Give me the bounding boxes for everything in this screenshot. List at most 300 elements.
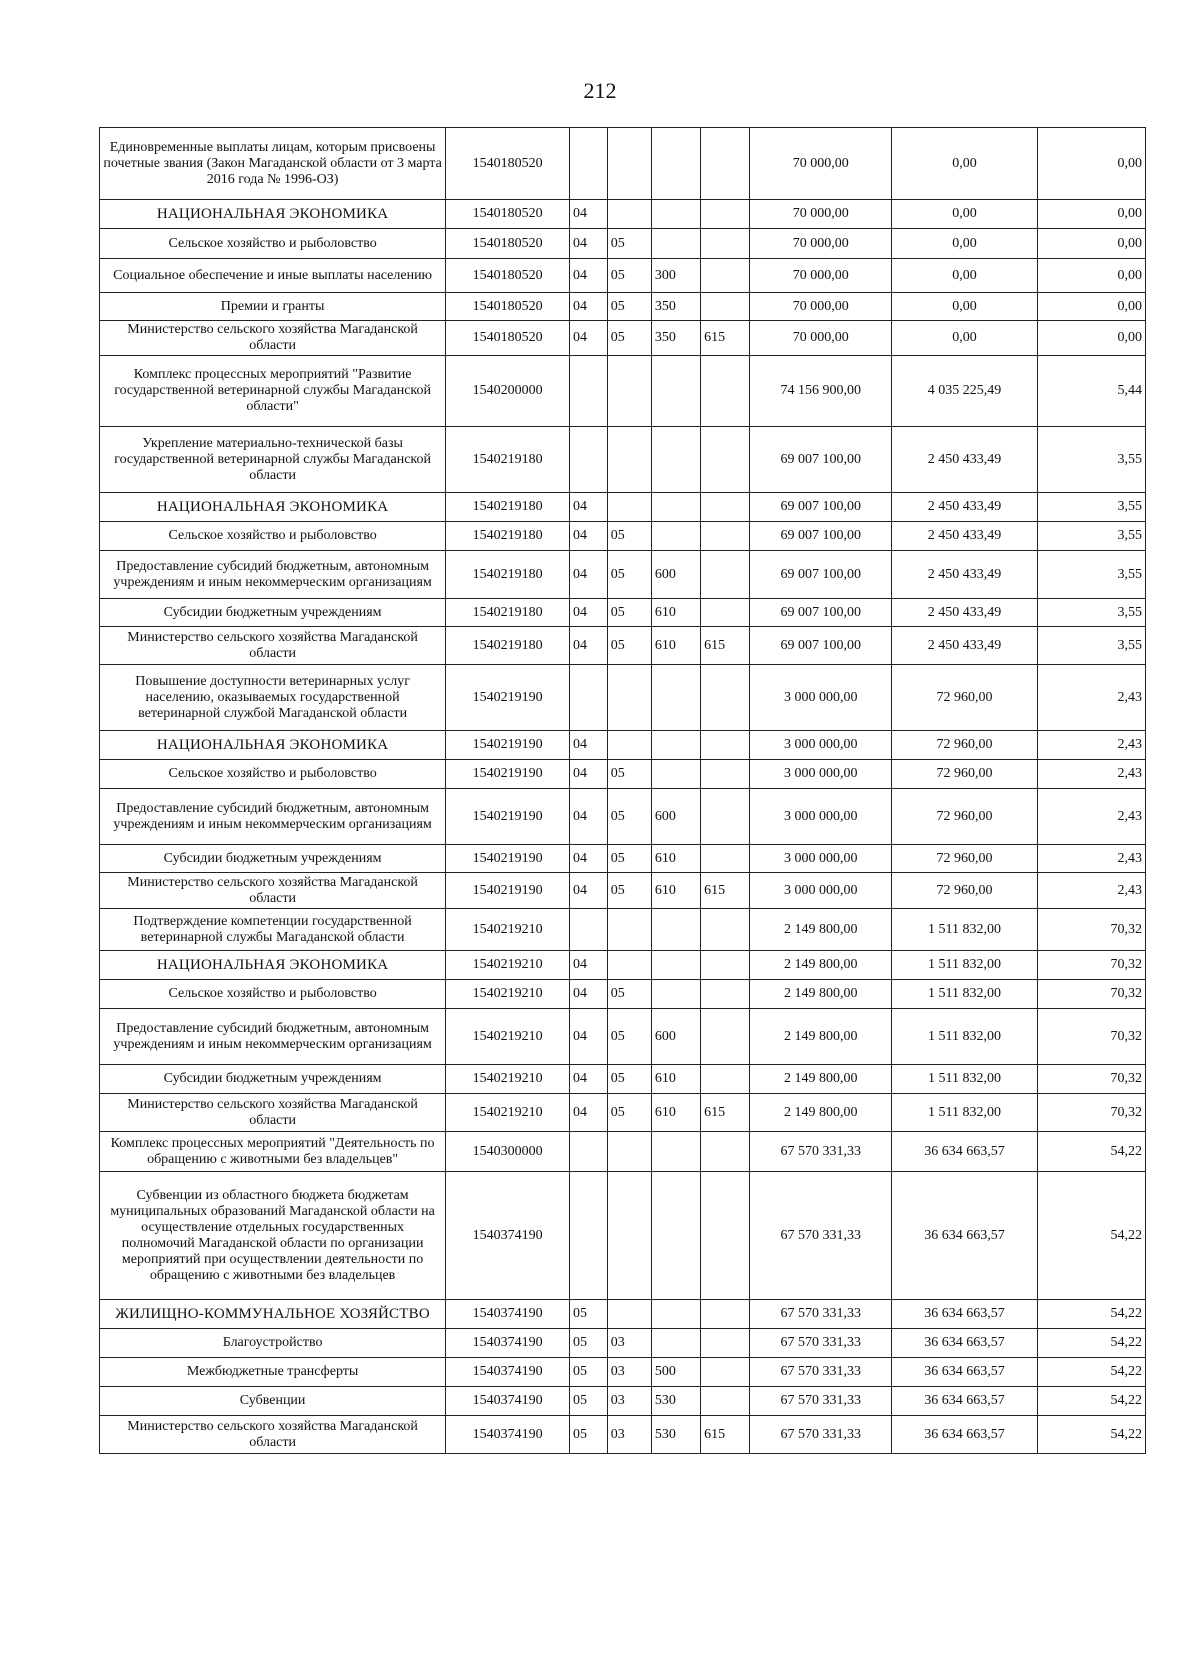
cell-planned-amount: 2 149 800,00 [750,951,892,980]
cell-planned-amount: 67 570 331,33 [750,1172,892,1300]
cell-expense-type: 610 [651,873,700,909]
table-row [100,356,1146,427]
cell-name: Министерство сельского хозяйства Магаданской области [100,873,446,909]
cell-target-code: 1540219210 [446,1009,570,1065]
table-row [100,1094,1146,1132]
cell-administrator: 615 [701,1416,750,1454]
cell-name: Сельское хозяйство и рыболовство [100,980,446,1009]
cell-name: Межбюджетные трансферты [100,1358,446,1387]
cell-subsection: 05 [607,760,651,789]
cell-administrator [701,909,750,951]
cell-target-code: 1540219180 [446,493,570,522]
cell-expense-type: 300 [651,259,700,293]
cell-subsection: 05 [607,259,651,293]
cell-subsection: 03 [607,1416,651,1454]
cell-planned-amount: 3 000 000,00 [750,760,892,789]
cell-expense-type: 350 [651,293,700,321]
cell-name: Субвенции из областного бюджета бюджетам муниципальных образований Магаданской области на осуществление отдельных государственных полномочий Магаданской области по организации мероприятий при осуществлении деятельности по обращению с животными без владельцев [100,1172,446,1300]
cell-section [570,665,608,731]
cell-expense-type [651,951,700,980]
cell-name: Министерство сельского хозяйства Магаданской области [100,321,446,356]
table-row [100,665,1146,731]
cell-subsection: 05 [607,551,651,599]
cell-planned-amount: 69 007 100,00 [750,599,892,627]
cell-administrator [701,293,750,321]
table-row [100,1300,1146,1329]
cell-expense-type [651,1172,700,1300]
cell-section: 04 [570,259,608,293]
cell-subsection: 05 [607,980,651,1009]
cell-expense-type [651,980,700,1009]
cell-executed-amount: 2 450 433,49 [892,599,1038,627]
cell-executed-amount: 0,00 [892,293,1038,321]
table-row [100,1329,1146,1358]
cell-executed-amount: 72 960,00 [892,845,1038,873]
cell-section [570,356,608,427]
cell-target-code: 1540374190 [446,1329,570,1358]
table-row [100,951,1146,980]
cell-target-code: 1540300000 [446,1132,570,1172]
cell-subsection [607,731,651,760]
cell-name: Комплекс процессных мероприятий "Деятельность по обращению с животными без владельцев" [100,1132,446,1172]
cell-executed-amount: 2 450 433,49 [892,427,1038,493]
cell-execution-percent: 70,32 [1037,1065,1145,1094]
cell-section: 04 [570,200,608,229]
cell-subsection [607,1132,651,1172]
cell-section: 04 [570,522,608,551]
cell-administrator [701,1009,750,1065]
cell-section: 05 [570,1416,608,1454]
cell-planned-amount: 3 000 000,00 [750,873,892,909]
cell-subsection: 05 [607,321,651,356]
cell-administrator: 615 [701,321,750,356]
cell-expense-type [651,1329,700,1358]
cell-subsection [607,1172,651,1300]
cell-name: НАЦИОНАЛЬНАЯ ЭКОНОМИКА [100,731,446,760]
cell-target-code: 1540180520 [446,229,570,259]
cell-executed-amount: 72 960,00 [892,665,1038,731]
cell-subsection [607,909,651,951]
cell-executed-amount: 0,00 [892,229,1038,259]
cell-execution-percent: 0,00 [1037,200,1145,229]
cell-executed-amount: 36 634 663,57 [892,1358,1038,1387]
cell-subsection: 03 [607,1329,651,1358]
cell-planned-amount: 69 007 100,00 [750,627,892,665]
cell-section: 04 [570,980,608,1009]
cell-name: Подтверждение компетенции государственной ветеринарной службы Магаданской области [100,909,446,951]
cell-section [570,128,608,200]
cell-executed-amount: 36 634 663,57 [892,1387,1038,1416]
cell-target-code: 1540180520 [446,321,570,356]
cell-section [570,909,608,951]
cell-administrator [701,760,750,789]
cell-section: 04 [570,731,608,760]
table-row [100,1358,1146,1387]
cell-execution-percent: 0,00 [1037,321,1145,356]
cell-execution-percent: 0,00 [1037,259,1145,293]
cell-planned-amount: 69 007 100,00 [750,551,892,599]
cell-administrator [701,522,750,551]
cell-section: 05 [570,1358,608,1387]
cell-execution-percent: 54,22 [1037,1358,1145,1387]
table-row [100,427,1146,493]
cell-planned-amount: 70 000,00 [750,128,892,200]
cell-administrator [701,229,750,259]
cell-executed-amount: 0,00 [892,200,1038,229]
cell-section: 04 [570,1065,608,1094]
cell-planned-amount: 70 000,00 [750,259,892,293]
cell-expense-type: 600 [651,1009,700,1065]
cell-executed-amount: 1 511 832,00 [892,980,1038,1009]
cell-name: Комплекс процессных мероприятий "Развитие государственной ветеринарной службы Магаданской области" [100,356,446,427]
cell-target-code: 1540374190 [446,1300,570,1329]
table-row [100,128,1146,200]
cell-name: Предоставление субсидий бюджетным, автономным учреждениям и иным некоммерческим организациям [100,789,446,845]
cell-target-code: 1540219190 [446,665,570,731]
cell-section [570,1132,608,1172]
cell-expense-type: 530 [651,1416,700,1454]
cell-administrator [701,599,750,627]
cell-name: Единовременные выплаты лицам, которым присвоены почетные звания (Закон Магаданской области от 3 марта 2016 года № 1996-ОЗ) [100,128,446,200]
table-row [100,760,1146,789]
cell-execution-percent: 54,22 [1037,1416,1145,1454]
cell-target-code: 1540180520 [446,200,570,229]
cell-execution-percent: 3,55 [1037,551,1145,599]
cell-executed-amount: 1 511 832,00 [892,951,1038,980]
cell-section: 05 [570,1387,608,1416]
cell-executed-amount: 36 634 663,57 [892,1172,1038,1300]
table-row [100,1387,1146,1416]
cell-expense-type [651,229,700,259]
cell-executed-amount: 4 035 225,49 [892,356,1038,427]
cell-subsection: 05 [607,845,651,873]
cell-administrator: 615 [701,873,750,909]
table-row [100,909,1146,951]
cell-subsection [607,493,651,522]
table-row [100,321,1146,356]
cell-planned-amount: 3 000 000,00 [750,665,892,731]
cell-target-code: 1540219210 [446,1065,570,1094]
cell-target-code: 1540219210 [446,980,570,1009]
cell-section: 05 [570,1300,608,1329]
table-row [100,229,1146,259]
cell-execution-percent: 70,32 [1037,1094,1145,1132]
table-row [100,1009,1146,1065]
cell-section: 04 [570,951,608,980]
cell-subsection: 05 [607,599,651,627]
cell-administrator [701,789,750,845]
cell-expense-type: 500 [651,1358,700,1387]
table-row [100,599,1146,627]
cell-subsection: 05 [607,229,651,259]
cell-execution-percent: 70,32 [1037,980,1145,1009]
cell-executed-amount: 72 960,00 [892,789,1038,845]
cell-name: ЖИЛИЩНО-КОММУНАЛЬНОЕ ХОЗЯЙСТВО [100,1300,446,1329]
cell-execution-percent: 54,22 [1037,1300,1145,1329]
cell-executed-amount: 2 450 433,49 [892,551,1038,599]
table-row [100,1172,1146,1300]
cell-subsection [607,665,651,731]
cell-subsection [607,951,651,980]
cell-expense-type [651,731,700,760]
cell-name: Премии и гранты [100,293,446,321]
cell-planned-amount: 2 149 800,00 [750,1065,892,1094]
cell-executed-amount: 2 450 433,49 [892,627,1038,665]
cell-executed-amount: 0,00 [892,321,1038,356]
cell-administrator [701,980,750,1009]
cell-target-code: 1540219210 [446,951,570,980]
cell-section: 04 [570,229,608,259]
cell-execution-percent: 2,43 [1037,873,1145,909]
page-number: 212 [583,78,617,103]
cell-administrator [701,551,750,599]
cell-target-code: 1540180520 [446,128,570,200]
cell-name: Укрепление материально-технической базы государственной ветеринарной службы Магаданской области [100,427,446,493]
cell-expense-type: 610 [651,627,700,665]
cell-expense-type [651,356,700,427]
cell-administrator [701,356,750,427]
cell-subsection: 03 [607,1358,651,1387]
cell-name: Повышение доступности ветеринарных услуг населению, оказываемых государственной ветеринарной службой Магаданской области [100,665,446,731]
cell-target-code: 1540200000 [446,356,570,427]
table-row [100,731,1146,760]
cell-name: Министерство сельского хозяйства Магаданской области [100,1416,446,1454]
cell-planned-amount: 70 000,00 [750,321,892,356]
cell-name: Субсидии бюджетным учреждениям [100,599,446,627]
cell-section [570,427,608,493]
cell-execution-percent: 70,32 [1037,1009,1145,1065]
cell-execution-percent: 2,43 [1037,760,1145,789]
table-row [100,845,1146,873]
cell-execution-percent: 3,55 [1037,627,1145,665]
cell-executed-amount: 72 960,00 [892,760,1038,789]
cell-section: 04 [570,1009,608,1065]
cell-expense-type: 610 [651,599,700,627]
cell-expense-type: 610 [651,1094,700,1132]
cell-subsection: 05 [607,1065,651,1094]
cell-executed-amount: 0,00 [892,259,1038,293]
cell-subsection: 03 [607,1387,651,1416]
cell-planned-amount: 67 570 331,33 [750,1358,892,1387]
cell-planned-amount: 2 149 800,00 [750,1094,892,1132]
cell-target-code: 1540219190 [446,789,570,845]
table-row [100,1132,1146,1172]
table-row [100,1065,1146,1094]
cell-expense-type [651,493,700,522]
table-row [100,789,1146,845]
cell-name: Социальное обеспечение и иные выплаты населению [100,259,446,293]
cell-executed-amount: 1 511 832,00 [892,1065,1038,1094]
cell-expense-type [651,200,700,229]
cell-planned-amount: 67 570 331,33 [750,1416,892,1454]
cell-subsection [607,356,651,427]
cell-subsection [607,427,651,493]
cell-administrator [701,731,750,760]
cell-target-code: 1540219180 [446,599,570,627]
cell-expense-type [651,522,700,551]
cell-planned-amount: 69 007 100,00 [750,522,892,551]
cell-administrator [701,259,750,293]
cell-execution-percent: 54,22 [1037,1329,1145,1358]
cell-target-code: 1540219180 [446,551,570,599]
cell-executed-amount: 72 960,00 [892,873,1038,909]
budget-execution-table [99,127,1146,1454]
table-row [100,259,1146,293]
cell-administrator [701,427,750,493]
cell-section: 04 [570,321,608,356]
cell-name: НАЦИОНАЛЬНАЯ ЭКОНОМИКА [100,200,446,229]
cell-execution-percent: 2,43 [1037,845,1145,873]
cell-execution-percent: 70,32 [1037,951,1145,980]
cell-planned-amount: 70 000,00 [750,200,892,229]
cell-execution-percent: 0,00 [1037,293,1145,321]
cell-planned-amount: 70 000,00 [750,293,892,321]
cell-executed-amount: 72 960,00 [892,731,1038,760]
cell-execution-percent: 5,44 [1037,356,1145,427]
cell-administrator [701,200,750,229]
cell-executed-amount: 0,00 [892,128,1038,200]
cell-administrator [701,1300,750,1329]
table-row [100,551,1146,599]
cell-execution-percent: 0,00 [1037,128,1145,200]
cell-execution-percent: 3,55 [1037,493,1145,522]
cell-administrator [701,951,750,980]
cell-subsection [607,1300,651,1329]
cell-administrator [701,1132,750,1172]
cell-execution-percent: 3,55 [1037,427,1145,493]
cell-planned-amount: 67 570 331,33 [750,1132,892,1172]
cell-name: НАЦИОНАЛЬНАЯ ЭКОНОМИКА [100,951,446,980]
cell-name: Министерство сельского хозяйства Магаданской области [100,627,446,665]
cell-subsection: 05 [607,522,651,551]
cell-administrator [701,1172,750,1300]
cell-administrator [701,493,750,522]
table-row [100,293,1146,321]
cell-name: Благоустройство [100,1329,446,1358]
table-row [100,980,1146,1009]
cell-administrator [701,1387,750,1416]
cell-expense-type: 610 [651,1065,700,1094]
cell-target-code: 1540180520 [446,293,570,321]
cell-section: 04 [570,599,608,627]
cell-administrator [701,1329,750,1358]
cell-section: 05 [570,1329,608,1358]
cell-subsection: 05 [607,293,651,321]
cell-target-code: 1540219190 [446,873,570,909]
cell-executed-amount: 2 450 433,49 [892,522,1038,551]
table-row [100,627,1146,665]
cell-section: 04 [570,873,608,909]
cell-administrator [701,845,750,873]
cell-administrator [701,128,750,200]
cell-target-code: 1540219180 [446,522,570,551]
cell-subsection: 05 [607,1009,651,1065]
cell-target-code: 1540374190 [446,1387,570,1416]
cell-target-code: 1540219210 [446,1094,570,1132]
cell-section: 04 [570,293,608,321]
cell-subsection [607,128,651,200]
cell-planned-amount: 70 000,00 [750,229,892,259]
cell-name: Министерство сельского хозяйства Магаданской области [100,1094,446,1132]
cell-planned-amount: 2 149 800,00 [750,980,892,1009]
cell-planned-amount: 74 156 900,00 [750,356,892,427]
cell-target-code: 1540374190 [446,1416,570,1454]
cell-subsection: 05 [607,789,651,845]
cell-expense-type [651,1300,700,1329]
cell-execution-percent: 0,00 [1037,229,1145,259]
cell-target-code: 1540219190 [446,731,570,760]
cell-execution-percent: 3,55 [1037,599,1145,627]
cell-name: Предоставление субсидий бюджетным, автономным учреждениям и иным некоммерческим организациям [100,1009,446,1065]
cell-planned-amount: 2 149 800,00 [750,909,892,951]
cell-section: 04 [570,789,608,845]
cell-target-code: 1540374190 [446,1358,570,1387]
cell-executed-amount: 36 634 663,57 [892,1132,1038,1172]
cell-target-code: 1540219180 [446,627,570,665]
cell-name: Сельское хозяйство и рыболовство [100,760,446,789]
cell-expense-type: 530 [651,1387,700,1416]
cell-executed-amount: 2 450 433,49 [892,493,1038,522]
cell-executed-amount: 36 634 663,57 [892,1329,1038,1358]
cell-name: Субсидии бюджетным учреждениям [100,845,446,873]
cell-execution-percent: 54,22 [1037,1132,1145,1172]
cell-name: Субсидии бюджетным учреждениям [100,1065,446,1094]
cell-administrator [701,1065,750,1094]
cell-section: 04 [570,845,608,873]
cell-executed-amount: 36 634 663,57 [892,1300,1038,1329]
cell-administrator: 615 [701,1094,750,1132]
cell-section: 04 [570,493,608,522]
cell-target-code: 1540219180 [446,427,570,493]
cell-expense-type: 610 [651,845,700,873]
cell-section: 04 [570,627,608,665]
cell-planned-amount: 3 000 000,00 [750,845,892,873]
cell-administrator: 615 [701,627,750,665]
cell-execution-percent: 3,55 [1037,522,1145,551]
cell-expense-type [651,427,700,493]
cell-executed-amount: 36 634 663,57 [892,1416,1038,1454]
cell-administrator [701,1358,750,1387]
cell-target-code: 1540219190 [446,845,570,873]
cell-section: 04 [570,760,608,789]
cell-planned-amount: 67 570 331,33 [750,1329,892,1358]
cell-planned-amount: 3 000 000,00 [750,731,892,760]
cell-expense-type [651,909,700,951]
table-body [100,128,1146,1454]
cell-administrator [701,665,750,731]
cell-planned-amount: 2 149 800,00 [750,1009,892,1065]
cell-expense-type: 350 [651,321,700,356]
cell-planned-amount: 67 570 331,33 [750,1387,892,1416]
cell-name: Предоставление субсидий бюджетным, автономным учреждениям и иным некоммерческим организациям [100,551,446,599]
cell-section [570,1172,608,1300]
table-row [100,200,1146,229]
cell-executed-amount: 1 511 832,00 [892,909,1038,951]
cell-target-code: 1540219210 [446,909,570,951]
cell-execution-percent: 2,43 [1037,665,1145,731]
cell-execution-percent: 2,43 [1037,731,1145,760]
cell-name: Субвенции [100,1387,446,1416]
cell-name: Сельское хозяйство и рыболовство [100,229,446,259]
cell-execution-percent: 54,22 [1037,1172,1145,1300]
cell-executed-amount: 1 511 832,00 [892,1094,1038,1132]
cell-executed-amount: 1 511 832,00 [892,1009,1038,1065]
cell-planned-amount: 67 570 331,33 [750,1300,892,1329]
table-row [100,1416,1146,1454]
cell-target-code: 1540180520 [446,259,570,293]
cell-planned-amount: 3 000 000,00 [750,789,892,845]
cell-target-code: 1540219190 [446,760,570,789]
